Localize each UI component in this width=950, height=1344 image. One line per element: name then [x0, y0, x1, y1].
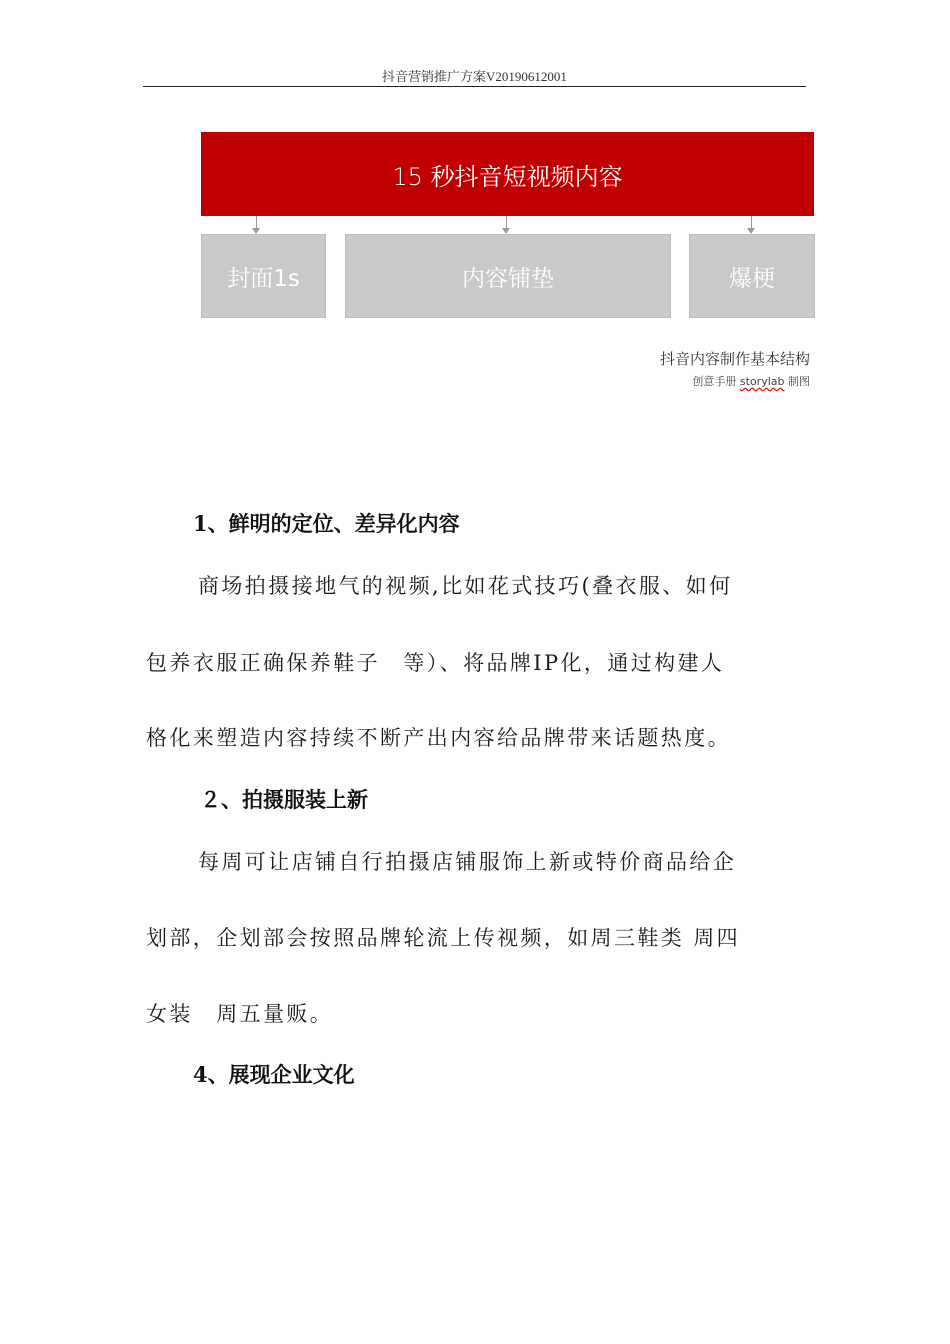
diagram-caption-source — [692, 373, 810, 389]
diagram-box-cover: 封面1s — [201, 234, 326, 318]
paragraph-line: 格化来塑造内容持续不断产出内容给品牌带来话题热度。 — [146, 726, 731, 750]
diagram-top-box: 15 秒抖音短视频内容 — [201, 132, 814, 216]
caption-brand: storylab — [739, 375, 785, 388]
section-heading-1: 1、鲜明的定位、差异化内容 — [193, 511, 460, 536]
header-rule — [143, 86, 806, 87]
structure-diagram — [200, 130, 816, 390]
paragraph-line: 划部，企划部会按照品牌轮流上传视频，如周三鞋类 周四 — [146, 926, 741, 950]
paragraph-line: 包养衣服正确保养鞋子 等）、将品牌IP化，通过构建人 — [146, 651, 725, 675]
caption-suffix: 制图 — [784, 375, 810, 388]
diagram-box-setup: 内容铺垫 — [345, 234, 671, 318]
section-heading-2: ２、拍摄服装上新 — [200, 787, 368, 812]
diagram-box-punchline: 爆梗 — [689, 234, 815, 318]
caption-prefix: 创意手册 — [692, 375, 740, 388]
paragraph-line: 每周可让店铺自行拍摄店铺服饰上新或特价商品给企 — [198, 850, 737, 874]
paragraph-line: 女装 周五量贩。 — [146, 1002, 334, 1026]
section-heading-4: 4、展现企业文化 — [193, 1062, 355, 1087]
paragraph-line: 商场拍摄接地气的视频,比如花式技巧(叠衣服、如何 — [198, 574, 733, 598]
diagram-caption-title: 抖音内容制作基本结构 — [659, 350, 810, 368]
running-header: 抖音营销推广方案V20190612001 — [382, 69, 567, 84]
